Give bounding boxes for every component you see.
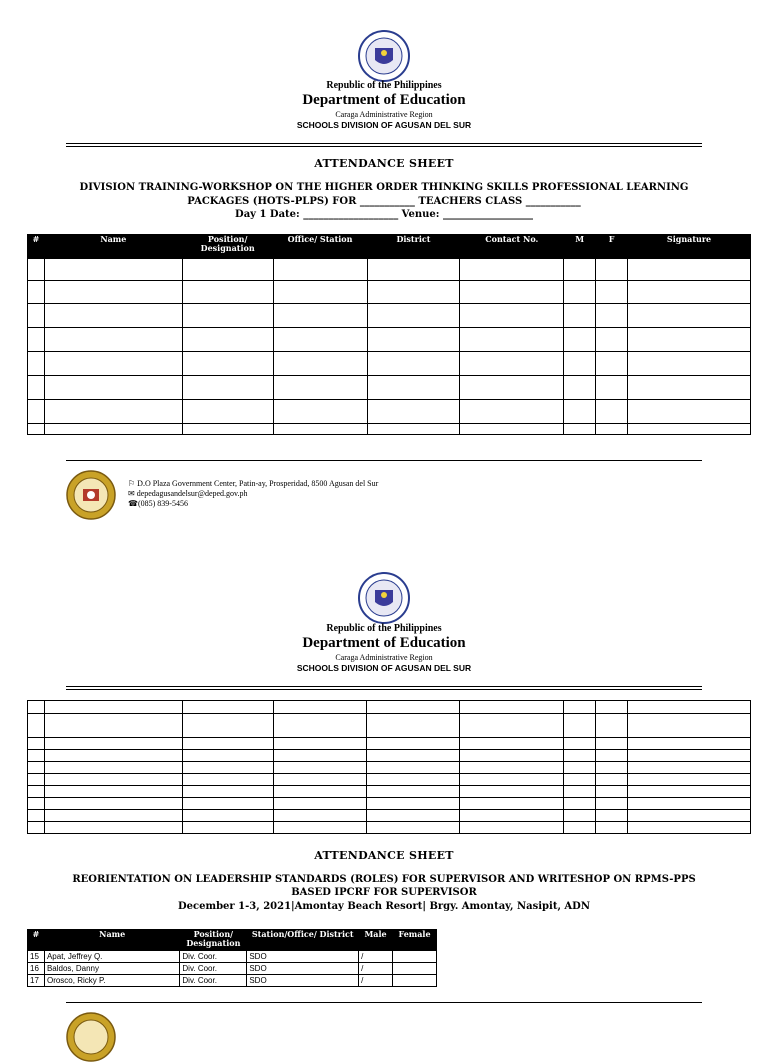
sheet2-date-venue: December 1-3, 2021|Amontay Beach Resort| Brgy. Amontay, Nasipit, ADN [178, 901, 590, 912]
row-position: Div. Coor. [180, 975, 247, 987]
sheet1-title: ATTENDANCE SHEET [314, 157, 454, 170]
col-name: Name [44, 235, 182, 259]
table-row [28, 424, 751, 435]
table-row [28, 798, 751, 810]
col-male: Male [359, 930, 393, 951]
footer-address: ⚐ D.O Plaza Government Center, Patin-ay, Prosperidad, 8500 Agusan del Sur [128, 479, 379, 488]
col-district: District [367, 235, 460, 259]
row-station: SDO [247, 951, 359, 963]
sheet2-title: ATTENDANCE SHEET [314, 849, 454, 862]
footer-email: ✉ depedagusandelsur@deped.gov.ph [128, 489, 248, 498]
col-position: Position/ Designation [182, 235, 273, 259]
table-row [28, 786, 751, 798]
table-row [28, 963, 437, 975]
republic-line: Republic of the Philippines [326, 80, 442, 91]
table-row [28, 951, 437, 963]
row-male: / [359, 975, 393, 987]
sheet1-training-line2: PACKAGES (HOTS-PLPS) FOR ___________ TEACHERS CLASS ___________ [187, 196, 581, 207]
row-position: Div. Coor. [180, 951, 247, 963]
col-number: # [28, 235, 45, 259]
table-row [28, 975, 437, 987]
deped-seal-logo [358, 572, 410, 624]
footer-divider [66, 460, 702, 461]
table-row [28, 259, 751, 281]
table-row [28, 750, 751, 762]
table-row [28, 304, 751, 328]
col-female: F [596, 235, 628, 259]
row-female [393, 951, 437, 963]
division-seal-logo [66, 1012, 116, 1062]
table-row [28, 376, 751, 400]
row-name: Orosco, Ricky P. [44, 975, 179, 987]
row-number: 17 [28, 975, 45, 987]
row-female [393, 975, 437, 987]
division-seal-logo [66, 470, 116, 520]
footer-contact-block [128, 479, 378, 509]
table-row [28, 738, 751, 750]
phone-icon: ☎ [128, 499, 138, 508]
region-line: Caraga Administrative Region [335, 653, 433, 662]
department-title: Department of Education [302, 92, 466, 108]
footer-divider [66, 1002, 702, 1003]
department-title: Department of Education [302, 635, 466, 651]
table-row [28, 810, 751, 822]
table-row [28, 400, 751, 424]
table-header-row [28, 235, 751, 259]
division-line: SCHOOLS DIVISION OF AGUSAN DEL SUR [296, 663, 472, 673]
table-row [28, 762, 751, 774]
col-contact: Contact No. [460, 235, 564, 259]
footer-phone: ☎(085) 839-5456 [128, 499, 188, 508]
row-male: / [359, 963, 393, 975]
col-number: # [28, 930, 45, 951]
row-name: Baldos, Danny [44, 963, 179, 975]
deped-seal-logo [358, 30, 410, 82]
table-header-row [28, 930, 437, 951]
row-female [393, 963, 437, 975]
sheet2-attendance-table [27, 929, 437, 987]
table-row [28, 822, 751, 834]
republic-line: Republic of the Philippines [326, 623, 442, 634]
header-divider [66, 686, 702, 690]
region-line: Caraga Administrative Region [335, 110, 433, 119]
sheet2-training-line2: BASED IPCRF FOR SUPERVISOR [291, 887, 477, 898]
col-male: M [564, 235, 596, 259]
col-signature: Signature [628, 235, 751, 259]
col-office: Office/ Station [273, 235, 367, 259]
table-row [28, 714, 751, 738]
location-icon: ⚐ [128, 479, 136, 488]
col-station: Station/Office/ District [247, 930, 359, 951]
row-station: SDO [247, 963, 359, 975]
table-row [28, 281, 751, 304]
row-male: / [359, 951, 393, 963]
row-station: SDO [247, 975, 359, 987]
col-position: Position/ Designation [180, 930, 247, 951]
email-icon: ✉ [128, 489, 135, 498]
sheet1-training-line1: DIVISION TRAINING-WORKSHOP ON THE HIGHER ORDER THINKING SKILLS PROFESSIONAL LEARNING [79, 182, 689, 193]
table-row [28, 774, 751, 786]
division-line: SCHOOLS DIVISION OF AGUSAN DEL SUR [296, 120, 472, 130]
row-position: Div. Coor. [180, 963, 247, 975]
sheet1-attendance-table [27, 234, 751, 435]
sheet1-continuation-table [27, 700, 751, 834]
row-number: 16 [28, 963, 45, 975]
col-name: Name [44, 930, 179, 951]
table-row [28, 701, 751, 714]
table-row [28, 328, 751, 352]
sheet1-date-venue: Day 1 Date: ___________________ Venue: __________________ [235, 209, 533, 220]
table-row [28, 352, 751, 376]
sheet2-training-line1: REORIENTATION ON LEADERSHIP STANDARDS (ROLES) FOR SUPERVISOR AND WRITESHOP ON RPMS-PPS [72, 874, 696, 885]
col-female: Female [393, 930, 437, 951]
header-divider [66, 143, 702, 147]
row-number: 15 [28, 951, 45, 963]
row-name: Apat, Jeffrey Q. [44, 951, 179, 963]
